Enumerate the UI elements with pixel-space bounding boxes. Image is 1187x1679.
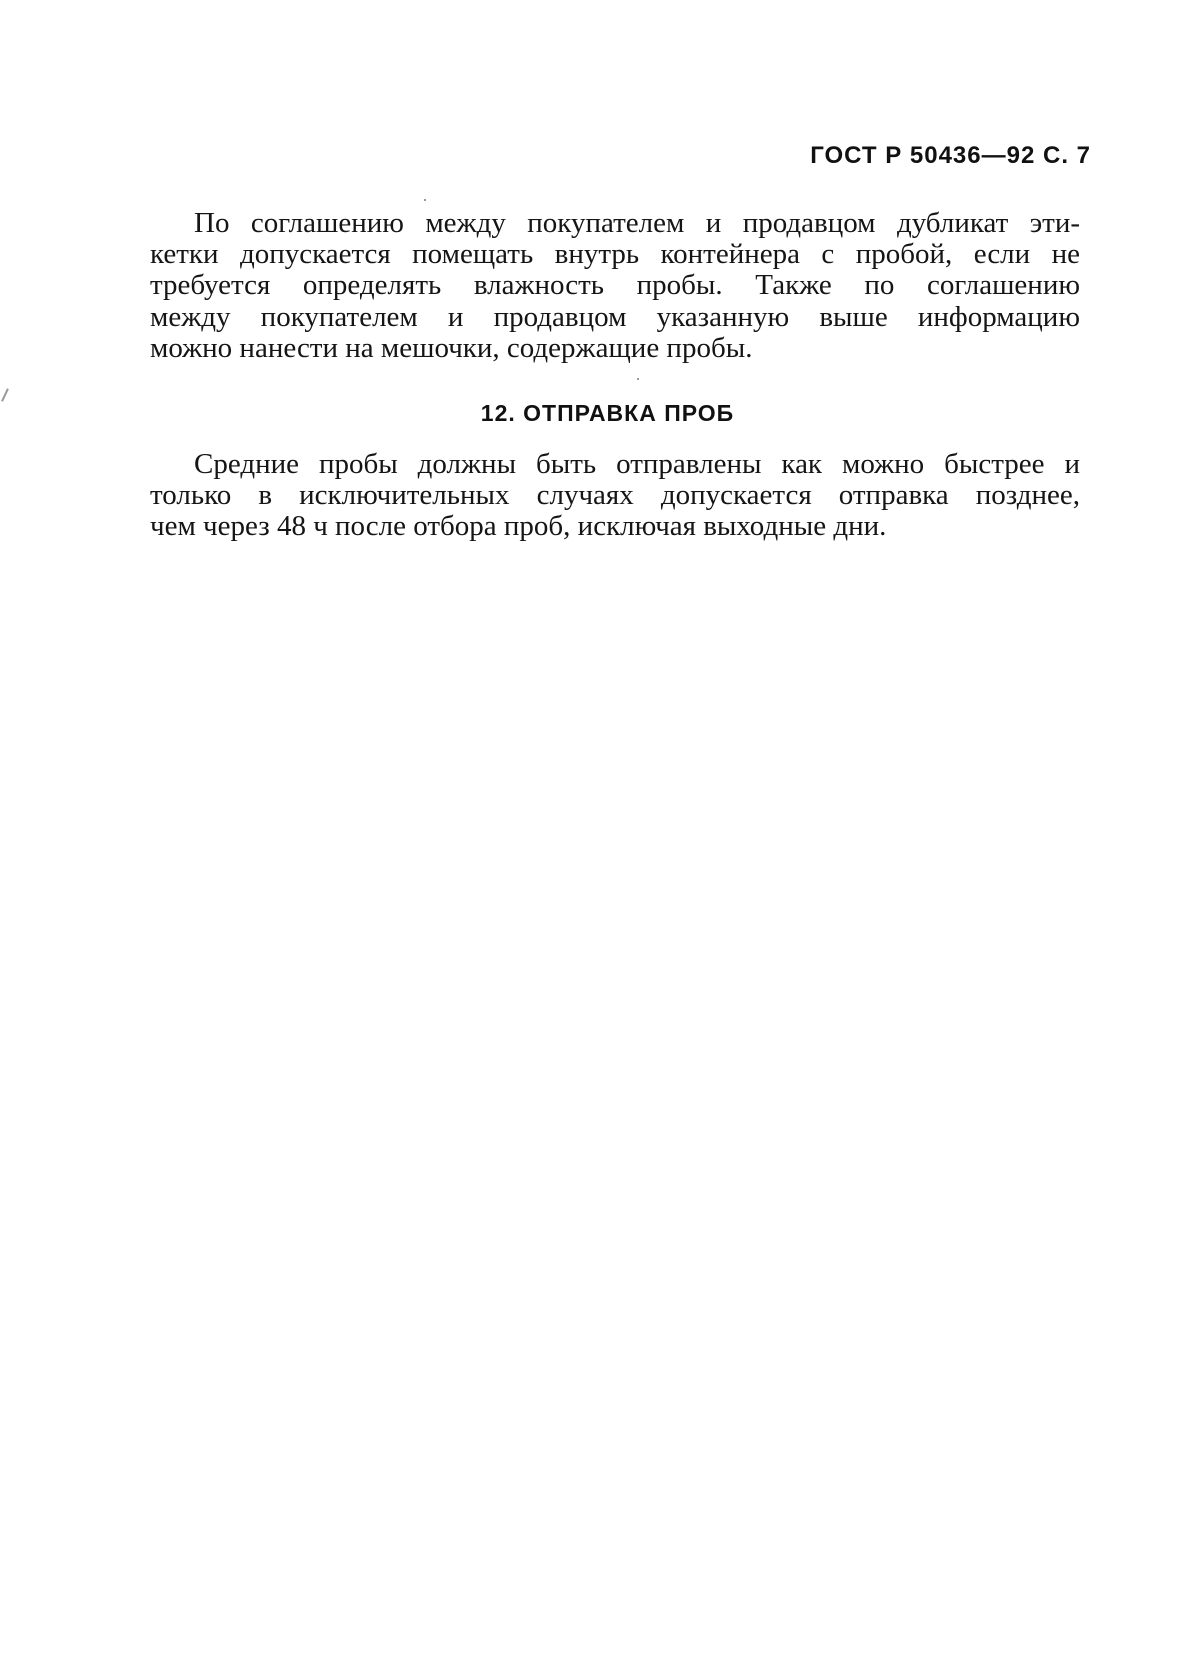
- paragraph-line: можно нанести на мешочки, содержащие пробы.: [150, 331, 753, 364]
- paragraph-line: только в исключительных случаях допускается отправка позднее,: [150, 479, 1080, 512]
- paragraph-line: требуется определять влажность пробы. Также по соглашению: [150, 269, 1080, 302]
- section-heading-sample-dispatch: 12. ОТПРАВКА ПРОБ: [480, 400, 735, 426]
- paragraph-line: По соглашению между покупателем и продавцом дубликат эти-: [194, 207, 1080, 239]
- scan-speck: [424, 199, 426, 201]
- paragraph-line: между покупателем и продавцом указанную выше информацию: [150, 300, 1080, 333]
- paragraph-line: кетки допускается помещать внутрь контейнера с пробой, если не: [150, 238, 1080, 271]
- paragraph-line: Средние пробы должны быть отправлены как можно быстрее и: [194, 448, 1080, 480]
- paragraph-sample-dispatch: [150, 449, 1080, 543]
- paragraph-label-duplicate: [150, 208, 1080, 364]
- scan-speck: [637, 378, 639, 380]
- paragraph-line: чем через 48 ч после отбора проб, исключая выходные дни.: [150, 510, 887, 543]
- running-header: ГОСТ Р 50436—92 С. 7: [810, 142, 1091, 169]
